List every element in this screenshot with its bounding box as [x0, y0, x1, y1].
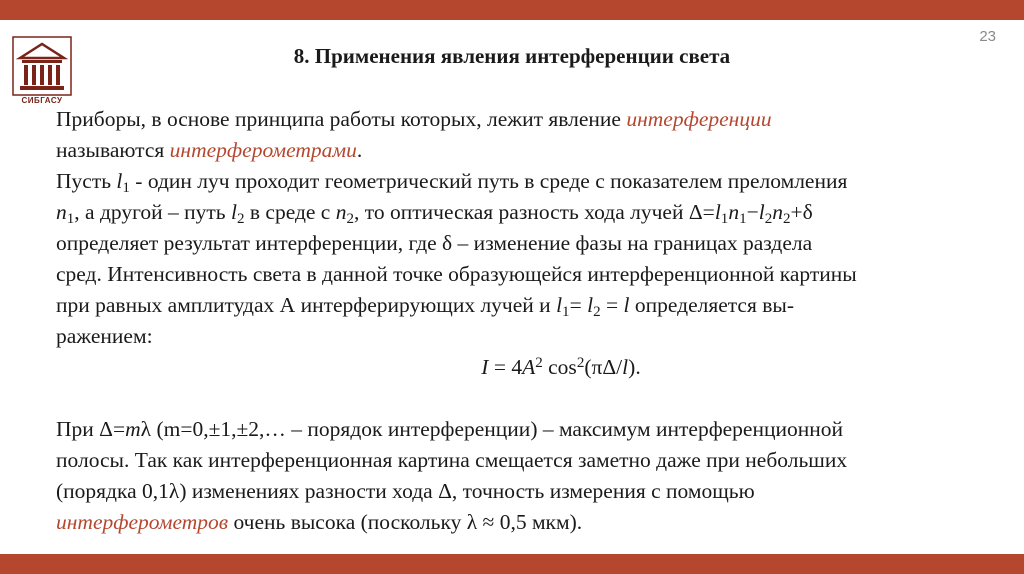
slide-title: 8. Применения явления интерференции света — [293, 44, 731, 68]
paragraph-line: ражением: — [56, 324, 153, 348]
paragraph-line: сред. Интенсивность света в данной точке образующейся интерференционной картины — [56, 262, 857, 286]
paragraph-line: называются интерферометрами. — [56, 138, 363, 162]
bottom-accent-bar — [0, 554, 1024, 574]
spacer — [56, 383, 1006, 414]
logo-caption: СИБГАСУ — [21, 96, 63, 105]
highlight-term: интерференции — [626, 107, 772, 131]
paragraph-line: При Δ=mλ (m=0,±1,±2,… – порядок интерференции) – максимум интерференционной — [56, 417, 843, 441]
paragraph-line: $n_1$, а другой – путь $l_2$ в среде с $n_2$, то оптическая разность хода лучей $\Delta=l_1n_1-l_2n_2+\delta$ — [56, 200, 813, 227]
page-number: 23 — [979, 28, 996, 45]
paragraph-line: при равных амплитудах А интерферирующих лучей и $l_1= l_2 = l$ определяется вы- — [56, 293, 794, 320]
highlight-term: интерферометрами — [169, 138, 357, 162]
paragraph-line: интерферометров очень высока (поскольку λ ≈ 0,5 мкм). — [56, 510, 583, 534]
intensity-formula: $I = 4A^2$ $\cos^2(\pi\Delta/l)$. — [481, 355, 641, 379]
paragraph-line: (порядка 0,1λ) изменениях разности хода Δ, точность измерения с помощью — [56, 479, 755, 503]
paragraph-line: полосы. Так как интерференционная картина смещается заметно даже при небольших — [56, 448, 848, 472]
paragraph-line: Приборы, в основе принципа работы которых, лежит явление интерференции — [56, 107, 772, 131]
paragraph-line: определяет результат интерференции, где δ – изменение фазы на границах раздела — [56, 231, 813, 255]
top-accent-bar — [0, 0, 1024, 20]
paragraph-line: Пусть $l_1$ - один луч проходит геометрический путь в среде с показателем преломления — [56, 169, 848, 196]
slide-body — [56, 104, 1006, 538]
highlight-term: интерферометров — [56, 510, 229, 534]
